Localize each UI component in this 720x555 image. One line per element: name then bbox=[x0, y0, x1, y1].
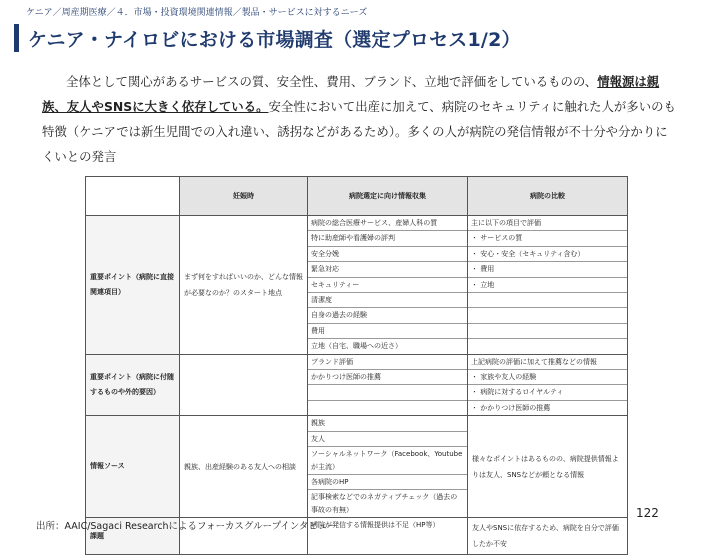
collection-cell bbox=[308, 216, 468, 355]
list-item: 各病院のHP bbox=[308, 475, 467, 490]
list-item bbox=[468, 308, 627, 323]
pregnancy-cell bbox=[180, 354, 308, 416]
list-item: 緊急対応 bbox=[308, 262, 467, 277]
collection-cell bbox=[308, 416, 468, 518]
summary-part2: 安全性において出産に加えて、病院のセキュリティに触れた人が多いのも特徴（ケニアでは新生児間での入れ違い、誘拐などがあるため）。多くの人が病院の発信情報が不十分や分かりにくいとの発言 bbox=[42, 99, 676, 164]
row-label: 情報ソース bbox=[86, 416, 180, 518]
table-row bbox=[86, 416, 628, 518]
page-title: ケニア・ナイロビにおける市場調査（選定プロセス1/2） bbox=[28, 29, 521, 51]
header-info-collection: 病院選定に向け情報収集 bbox=[308, 177, 468, 216]
table-row bbox=[86, 216, 628, 355]
table-row bbox=[86, 354, 628, 416]
list-item: 記事検索などでのネガティブチェック（過去の事故の有無） bbox=[311, 493, 458, 514]
list-item: 安全分娩 bbox=[308, 247, 467, 262]
list-item: ソーシャルネットワーク（Facebook、Youtubeが主流） bbox=[308, 447, 467, 475]
list-item: 費用 bbox=[308, 324, 467, 339]
list-item: 特に助産師や看護婦の評判 bbox=[308, 231, 467, 246]
comparison-cell: 様々なポイントはあるものの、病院提供情報よりは友人、SNSなどが頼となる情報 bbox=[468, 416, 628, 518]
page-number: 122 bbox=[636, 506, 659, 520]
collection-cell bbox=[308, 354, 468, 416]
summary-emphasis: 情報源は親族、友人やSNSに大きく依存している。 bbox=[42, 74, 660, 114]
header-corner bbox=[86, 177, 180, 216]
list-item bbox=[468, 339, 627, 353]
source-note: 出所：AAIC/Sagaci Researchによるフォーカスグループインタビュー bbox=[36, 521, 337, 532]
list-item: 親族 bbox=[308, 416, 467, 431]
title-accent-bar bbox=[14, 24, 19, 52]
list-item: ・ 家族や友人の経験 bbox=[468, 370, 627, 385]
list-item: ・ 病院に対するロイヤルティ bbox=[468, 385, 627, 400]
list-item: かかりつけ医師の推薦 bbox=[308, 370, 467, 385]
list-item bbox=[468, 293, 627, 308]
comparison-cell: 友人やSNSに依存するため、病院を自分で評価したか不安 bbox=[468, 518, 628, 555]
list-item: 清潔度 bbox=[308, 293, 467, 308]
summary-paragraph bbox=[42, 69, 676, 169]
list-item: 主に以下の項目で評価 bbox=[468, 216, 627, 231]
list-item: 立地（自宅、職場への近さ） bbox=[311, 342, 402, 351]
list-item: ・ 安心・安全（セキュリティ含む） bbox=[468, 247, 627, 262]
list-item bbox=[308, 385, 467, 400]
list-item: ・ 費用 bbox=[468, 262, 627, 277]
list-item: 病院の総合医療サービス、産婦人科の質 bbox=[308, 216, 467, 231]
list-item: 病院が発信する情報提供は不足（HP等） bbox=[311, 521, 440, 530]
summary-part1: 全体として関心があるサービスの質、安全性、費用、ブランド、立地で評価をしているものの、 bbox=[66, 74, 598, 89]
row-label: 重要ポイント（病院に直接関連項目） bbox=[86, 216, 180, 355]
list-item: ・ 立地 bbox=[468, 278, 627, 293]
header-pregnancy: 妊娠時 bbox=[180, 177, 308, 216]
comparison-cell bbox=[468, 354, 628, 416]
row-label: 重要ポイント（病院に付随するものや外的要因） bbox=[86, 354, 180, 416]
list-item: セキュリティー bbox=[308, 278, 467, 293]
pregnancy-cell: 親族、出産経験のある友人への相談 bbox=[180, 416, 308, 518]
list-item bbox=[308, 401, 467, 415]
selection-process-table bbox=[85, 176, 628, 555]
list-item bbox=[468, 324, 627, 339]
list-item: ブランド評価 bbox=[308, 355, 467, 370]
comparison-cell bbox=[468, 216, 628, 355]
list-item: 上記病院の評価に加えて推薦などの情報 bbox=[468, 355, 627, 370]
table-header-row bbox=[86, 177, 628, 216]
header-comparison: 病院の比較 bbox=[468, 177, 628, 216]
list-item: 自身の過去の経験 bbox=[308, 308, 467, 323]
pregnancy-cell: まず何をすればいいのか、どんな情報が必要なのか？のスタート地点 bbox=[180, 216, 308, 355]
list-item: 友人 bbox=[308, 432, 467, 447]
breadcrumb: ケニア／周産期医療／４．市場・投資環境関連情報／製品・サービスに対するニーズ bbox=[26, 8, 368, 18]
row-label: 課題 bbox=[86, 518, 180, 555]
list-item: ・ かかりつけ医師の推薦 bbox=[471, 403, 551, 412]
list-item: ・ サービスの質 bbox=[468, 231, 627, 246]
